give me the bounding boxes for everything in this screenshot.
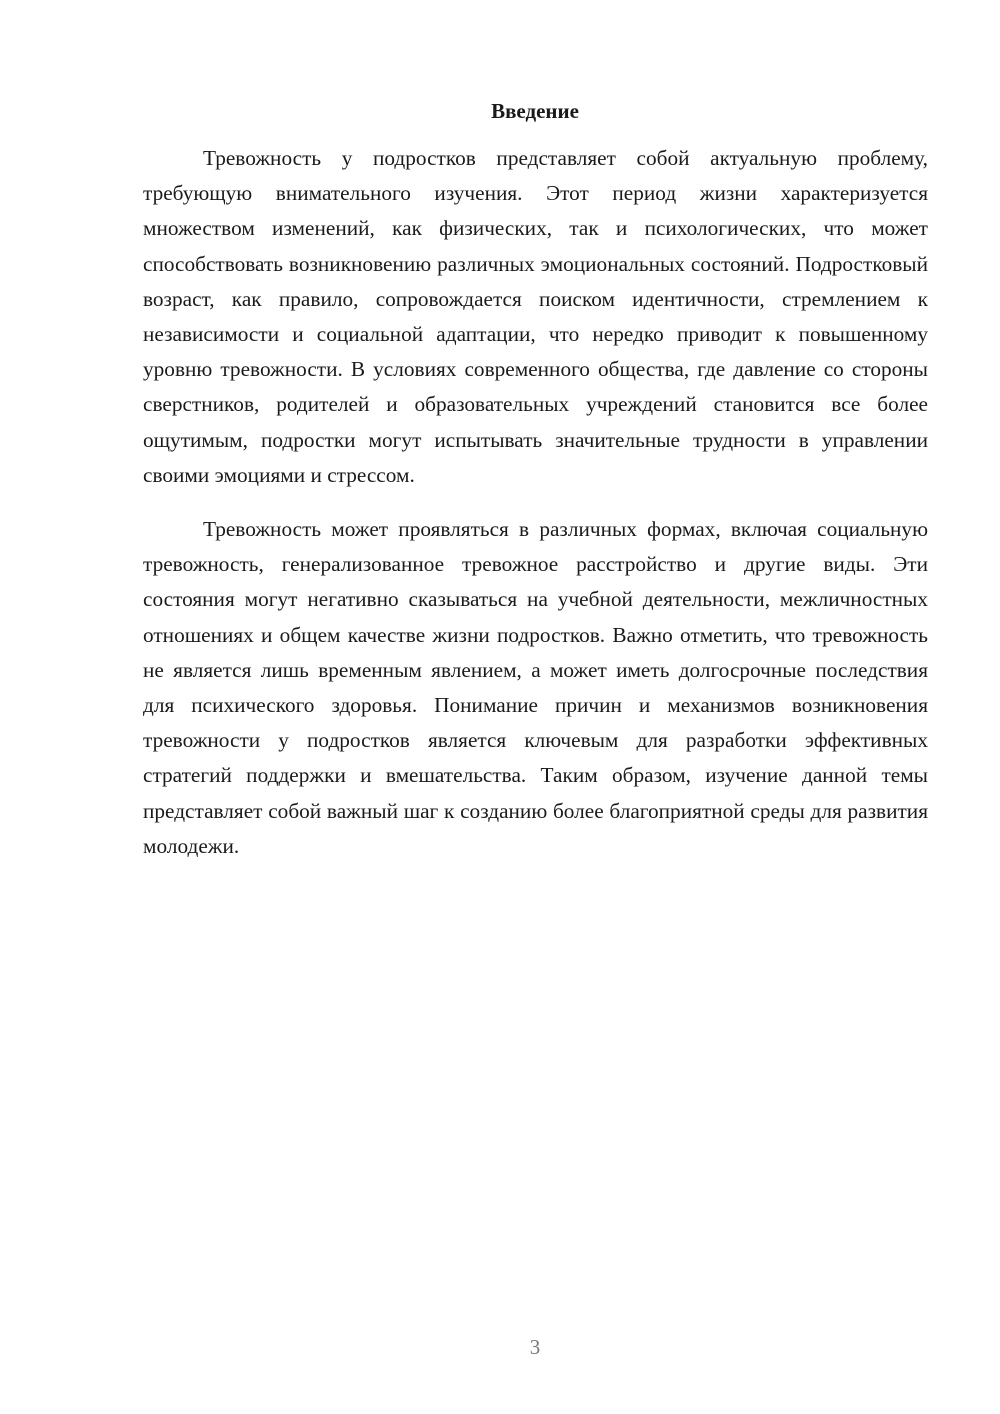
body-text xyxy=(143,141,928,864)
page-number: 3 xyxy=(529,1335,541,1359)
paragraph-1: Тревожность у подростков представляет собой актуальную проблему, требующую внимательного изучения. Этот период жизни характеризуется множеством изменений, как физических, так и психологических, что может способствовать возникновению различных эмоциональных состояний. Подростковый возраст, как правило, сопровождается поиском идентичности, стремлением к независимости и социальной адаптации, что нередко приводит к повышенному уровню тревожности. В условиях современного общества, где давление со стороны сверстников, родителей и образовательных учреждений становится все более ощутимым, подростки могут испытывать значительные трудности в управлении своими эмоциями и стрессом. xyxy=(143,146,928,487)
section-heading: Введение xyxy=(491,99,579,123)
paragraph-2: Тревожность может проявляться в различных формах, включая социальную тревожность, генерализованное тревожное расстройство и другие виды. Эти состояния могут негативно сказываться на учебной деятельности, межличностных отношениях и общем качестве жизни подростков. Важно отметить, что тревожность не является лишь временным явлением, а может иметь долгосрочные последствия для психического здоровья. Понимание причин и механизмов возникновения тревожности у подростков является ключевым для разработки эффективных стратегий поддержки и вмешательства. Таким образом, изучение данной темы представляет собой важный шаг к созданию более благоприятной среды для развития молодежи. xyxy=(143,517,928,858)
